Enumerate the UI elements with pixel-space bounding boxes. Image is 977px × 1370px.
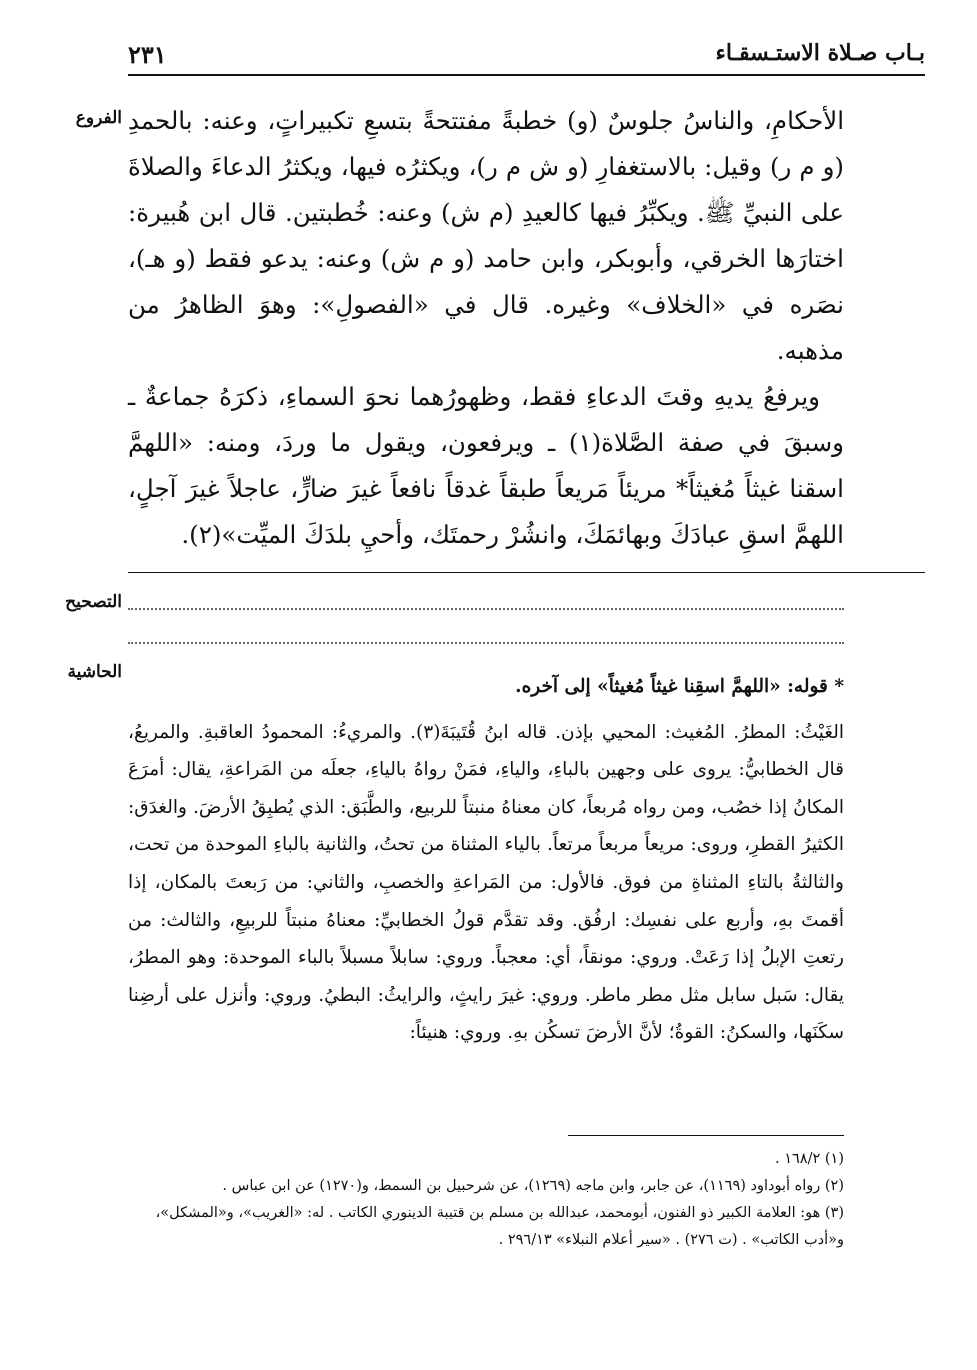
- footnote-3: (٣) هو: العلامة الكبير ذو الفنون، أبومحمد، عبدالله بن مسلم بن قتيبة الدينوري الكاتب . له: «الغريب»، و«المشكل»، و«أدب الكاتب» . (ت ٢٧٦) . «سير أعلام النبلاء» ٢٩٦/١٣ .: [155, 1205, 844, 1248]
- side-label-furu: الفروع: [75, 108, 122, 128]
- footnotes: [128, 1146, 844, 1254]
- main-text-rule: [128, 572, 925, 573]
- side-label-hashiya: الحاشية: [67, 662, 122, 682]
- page-header: [128, 40, 925, 68]
- hashiya-body: الغَيْثُ: المطرُ. المُغيث: المحيي بإذن. قاله ابنُ قُتَيبَةَ(٣). والمريءُ: المحمودُ العاقبةِ. والمريعُ، قال الخطابيُّ: يروى على وجهين بالباءِ، والياءِ، فمَنْ رواهُ بالياءِ، جعلَه من المَراعةِ، يقال: أمرَعَ المكانُ إذا خصُب، ومن رواه مُربعاً، كان معناهُ منبتاً للربيع، والطَّبَق: الذي يُطبِقُ الأرضَ. والغدَق: الكثيرُ القطرِ، وروى: مريعاً مربعاً مرتعاً. بالياء المثناة من تحتُ، والثانية بالباءِ الموحدة من تحت، والثالثةُ بالتاءِ المثناةِ من فوق. فالأول: من المَراعةِ والخصبِ، والثاني: من رَبعتَ بالمكان، إذا أقمتَ بهِ، وأربع على نفسِك: ارفُق. وقد تقدَّم قولُ الخطابيِّ: معناهُ منبتاً للربيعِ، والثالث: من رتعتِ الإبلُ إذا رَعَتْ. وروي: مونقاً، أي: معجباً. وروي: سابلاً مسبلاً بالباء الموحدة: وهو المطرُ، يقال: سَبل سابل مثل مطر ماطر. وروي: غيرَ رايثٍ، والرايثُ: البطيُ. وروي: وأنزل على أرضِنا سكَنَها، والسكنُ: القوةُ؛ لأنَّ الأرضَ تسكُن بهِ. وروي: هنيئاً:: [128, 721, 844, 1044]
- side-label-tashih: التصحيح: [65, 592, 122, 612]
- running-title: بـاب صـلاة الاستـسقـاء: [715, 40, 925, 66]
- hashiya-lead: * قوله: «اللهمَّ اسقِنا غيثاً مُغيثاً» إلى آخره.: [515, 676, 844, 697]
- tashih-dotted-line-2: [128, 642, 844, 644]
- main-text: [128, 98, 844, 558]
- tashih-dotted-line-1: [128, 608, 844, 610]
- hashiya-section: [128, 668, 844, 1052]
- footnote-2: (٢) رواه أبوداود (١١٦٩)، عن جابر، وابن ماجه (١٢٦٩)، عن شرحبيل بن السمط، و(١٢٧٠) عن ابن عباس .: [222, 1178, 844, 1194]
- footnote-rule: [568, 1135, 844, 1136]
- main-paragraph-1: الأحكامِ، والناسُ جلوسٌ (و) خطبةً مفتتحةً بتسعِ تكبيراتٍ، وعنه: بالحمدِ (و م ر) وقيل: بالاستغفارِ (و ش م ر)، ويكثرُه فيها، ويكثرُ الدعاءَ والصلاةَ على النبيِّ ﷺ. ويكبِّرُ فيها كالعيدِ (م ش) وعنه: خُطبتين. قال ابن هُبيرة: اختارَها الخرقي، وأبوبكر، وابن حامد (و م ش) وعنه: يدعو فقط (و هـ)، نصَره في «الخلاف» وغيره. قال في «الفصولِ»: وهوَ الظاهرُ من مذهبه.: [128, 106, 844, 365]
- page-number: ٢٣١: [128, 40, 167, 69]
- footnote-1: (١) ١٦٨/٢ .: [774, 1151, 844, 1167]
- main-paragraph-2: ويرفعُ يديهِ وقتَ الدعاءِ فقط، وظهورُهما نحوَ السماءِ، ذكرَهُ جماعةٌ ـ وسبقَ في صفة الصَّلاة(١) ـ ويرفعون، ويقول ما وردَ، ومنه: «اللهمَّ اسقنا غيثاً مُغيثاً* مريئاً مَريعاً طبقاً غدقاً نافعاً غيرَ ضارٍّ، عاجلاً غيرَ آجلٍ، اللهمَّ اسقِ عبادَكَ وبهائمَكَ، وانشُرْ رحمتَك، وأحيِ بلدَكَ الميِّت»(٢).: [128, 382, 844, 549]
- header-rule: [128, 74, 925, 76]
